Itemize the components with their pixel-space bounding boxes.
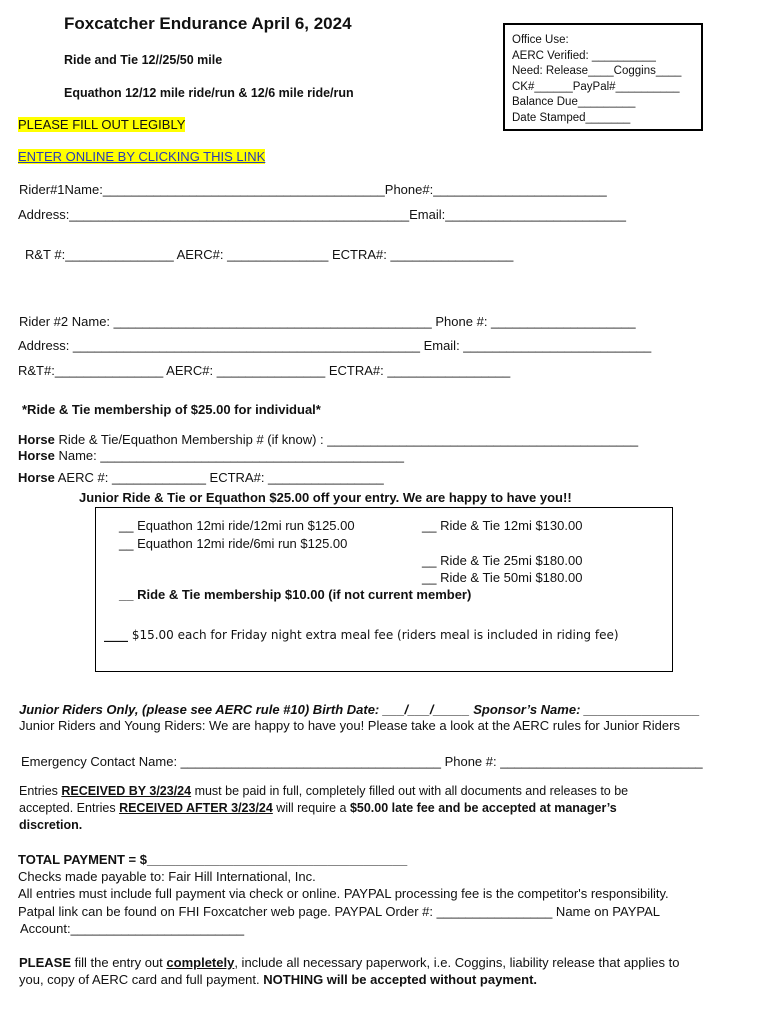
paypal-account-field[interactable]: Account:________________________ — [20, 921, 245, 936]
page-title: Foxcatcher Endurance April 6, 2024 — [64, 14, 352, 33]
rider2-address-email-field[interactable]: Address: ________________________________________________ Email: __________________________ — [18, 338, 652, 353]
horse-label: Horse — [18, 432, 55, 447]
closing-text: fill the entry out — [71, 955, 167, 970]
junior-riders-note: Junior Riders and Young Riders: We are happy to have you! Please take a look at the AERC rules for Junior Riders — [19, 718, 680, 733]
horse-name-text: Name: __________________________________________ — [54, 448, 405, 463]
option-ride-tie-membership[interactable]: __ Ride & Tie membership $10.00 (if not current member) — [119, 587, 472, 602]
ride-tie-distances: Ride and Tie 12//25/50 mile — [64, 53, 223, 67]
full-payment-note: All entries must include full payment via check or online. PAYPAL processing fee is the competitor's responsibility. — [18, 886, 669, 901]
rider2-name-phone-field[interactable]: Rider #2 Name: ____________________________________________ Phone #: ____________________ — [19, 314, 636, 329]
junior-birthdate-sponsor-field[interactable]: Junior Riders Only, (please see AERC rule #10) Birth Date: ___/___/_____ Sponsor’s Name: ________________ — [19, 702, 700, 717]
meal-fee-text: $15.00 each for Friday night extra meal fee (riders meal is included in riding fee) — [128, 628, 619, 642]
horse-membership-field[interactable] — [18, 432, 638, 447]
rider1-address-email-field[interactable]: Address:_______________________________________________Email:_________________________ — [18, 207, 626, 222]
received-after-date: RECEIVED AFTER 3/23/24 — [119, 801, 273, 815]
total-payment-field[interactable]: TOTAL PAYMENT = $____________________________________ — [18, 852, 408, 867]
membership-note: *Ride & Tie membership of $25.00 for individual* — [22, 402, 321, 417]
checks-payable-note: Checks made payable to: Fair Hill International, Inc. — [18, 869, 316, 884]
entries-text: will require a — [272, 801, 350, 815]
horse-ids-field[interactable] — [18, 470, 384, 485]
closing-text: , include all necessary paperwork, i.e. Coggins, liability release that applies to — [234, 955, 680, 970]
release-coggins-field: Need: Release____Coggins____ — [512, 65, 682, 77]
closing-line1 — [19, 955, 679, 970]
entries-deadline-line1 — [19, 784, 628, 798]
office-use-title: Office Use: — [512, 34, 569, 46]
please-text: PLEASE — [19, 955, 72, 970]
horse-label: Horse — [18, 448, 55, 463]
paypal-order-field[interactable]: Patpal link can be found on FHI Foxcatcher web page. PAYPAL Order #: ________________ Name on PAYPAL — [18, 904, 660, 919]
horse-membership-text: Ride & Tie/Equathon Membership # (if know) : ___________________________________________ — [54, 432, 639, 447]
horse-ids-text: AERC #: _____________ ECTRA#: ________________ — [54, 470, 384, 485]
closing-text: you, copy of AERC card and full payment. — [19, 972, 264, 987]
date-stamped-field: Date Stamped_______ — [512, 111, 631, 124]
fill-legibly-notice: PLEASE FILL OUT LEGIBLY — [18, 117, 186, 132]
nothing-accepted-text: NOTHING will be accepted without payment. — [263, 972, 538, 987]
horse-name-field[interactable] — [18, 448, 404, 463]
entries-text: Entries — [19, 784, 62, 798]
received-by-date: RECEIVED BY 3/23/24 — [61, 784, 192, 798]
entries-deadline-line2 — [19, 801, 617, 815]
closing-line2 — [19, 972, 537, 987]
option-ride-tie-50[interactable]: __ Ride & Tie 50mi $180.00 — [422, 570, 583, 585]
check-paypal-field: CK#______PayPal#__________ — [512, 80, 680, 93]
online-entry-link[interactable]: ENTER ONLINE BY CLICKING THIS LINK — [18, 149, 266, 164]
office-use-box — [503, 23, 703, 131]
aerc-verified-field: AERC Verified: __________ — [512, 49, 656, 62]
junior-discount-note: Junior Ride & Tie or Equathon $25.00 off your entry. We are happy to have you!! — [79, 490, 572, 505]
option-friday-meal[interactable] — [104, 628, 619, 642]
entries-text: must be paid in full, completely filled out with all documents and releases to be — [191, 784, 629, 798]
entries-discretion: discretion. — [19, 818, 83, 832]
option-ride-tie-12[interactable]: __ Ride & Tie 12mi $130.00 — [422, 518, 583, 533]
meal-quantity-blank: ____ — [104, 628, 128, 642]
equathon-distances: Equathon 12/12 mile ride/run & 12/6 mile ride/run — [64, 86, 354, 100]
rider2-ids-field[interactable]: R&T#:_______________ AERC#: _______________ ECTRA#: _________________ — [18, 363, 511, 378]
entries-text: accepted. Entries — [19, 801, 120, 815]
rider1-ids-field[interactable]: R&T #:_______________ AERC#: ______________ ECTRA#: _________________ — [25, 247, 514, 262]
emergency-contact-field[interactable]: Emergency Contact Name: ____________________________________ Phone #: ____________________________ — [21, 754, 703, 769]
rider1-name-phone-field[interactable]: Rider#1Name:_______________________________________Phone#:________________________ — [19, 182, 607, 197]
option-ride-tie-25[interactable]: __ Ride & Tie 25mi $180.00 — [422, 553, 583, 568]
late-fee-text: $50.00 late fee and be accepted at manager’s — [349, 801, 617, 815]
completely-text: completely — [166, 955, 235, 970]
option-equathon-12-12[interactable]: __ Equathon 12mi ride/12mi run $125.00 — [119, 518, 355, 533]
horse-label: Horse — [18, 470, 55, 485]
option-equathon-12-6[interactable]: __ Equathon 12mi ride/6mi run $125.00 — [119, 536, 348, 551]
balance-due-field: Balance Due_________ — [512, 96, 636, 108]
